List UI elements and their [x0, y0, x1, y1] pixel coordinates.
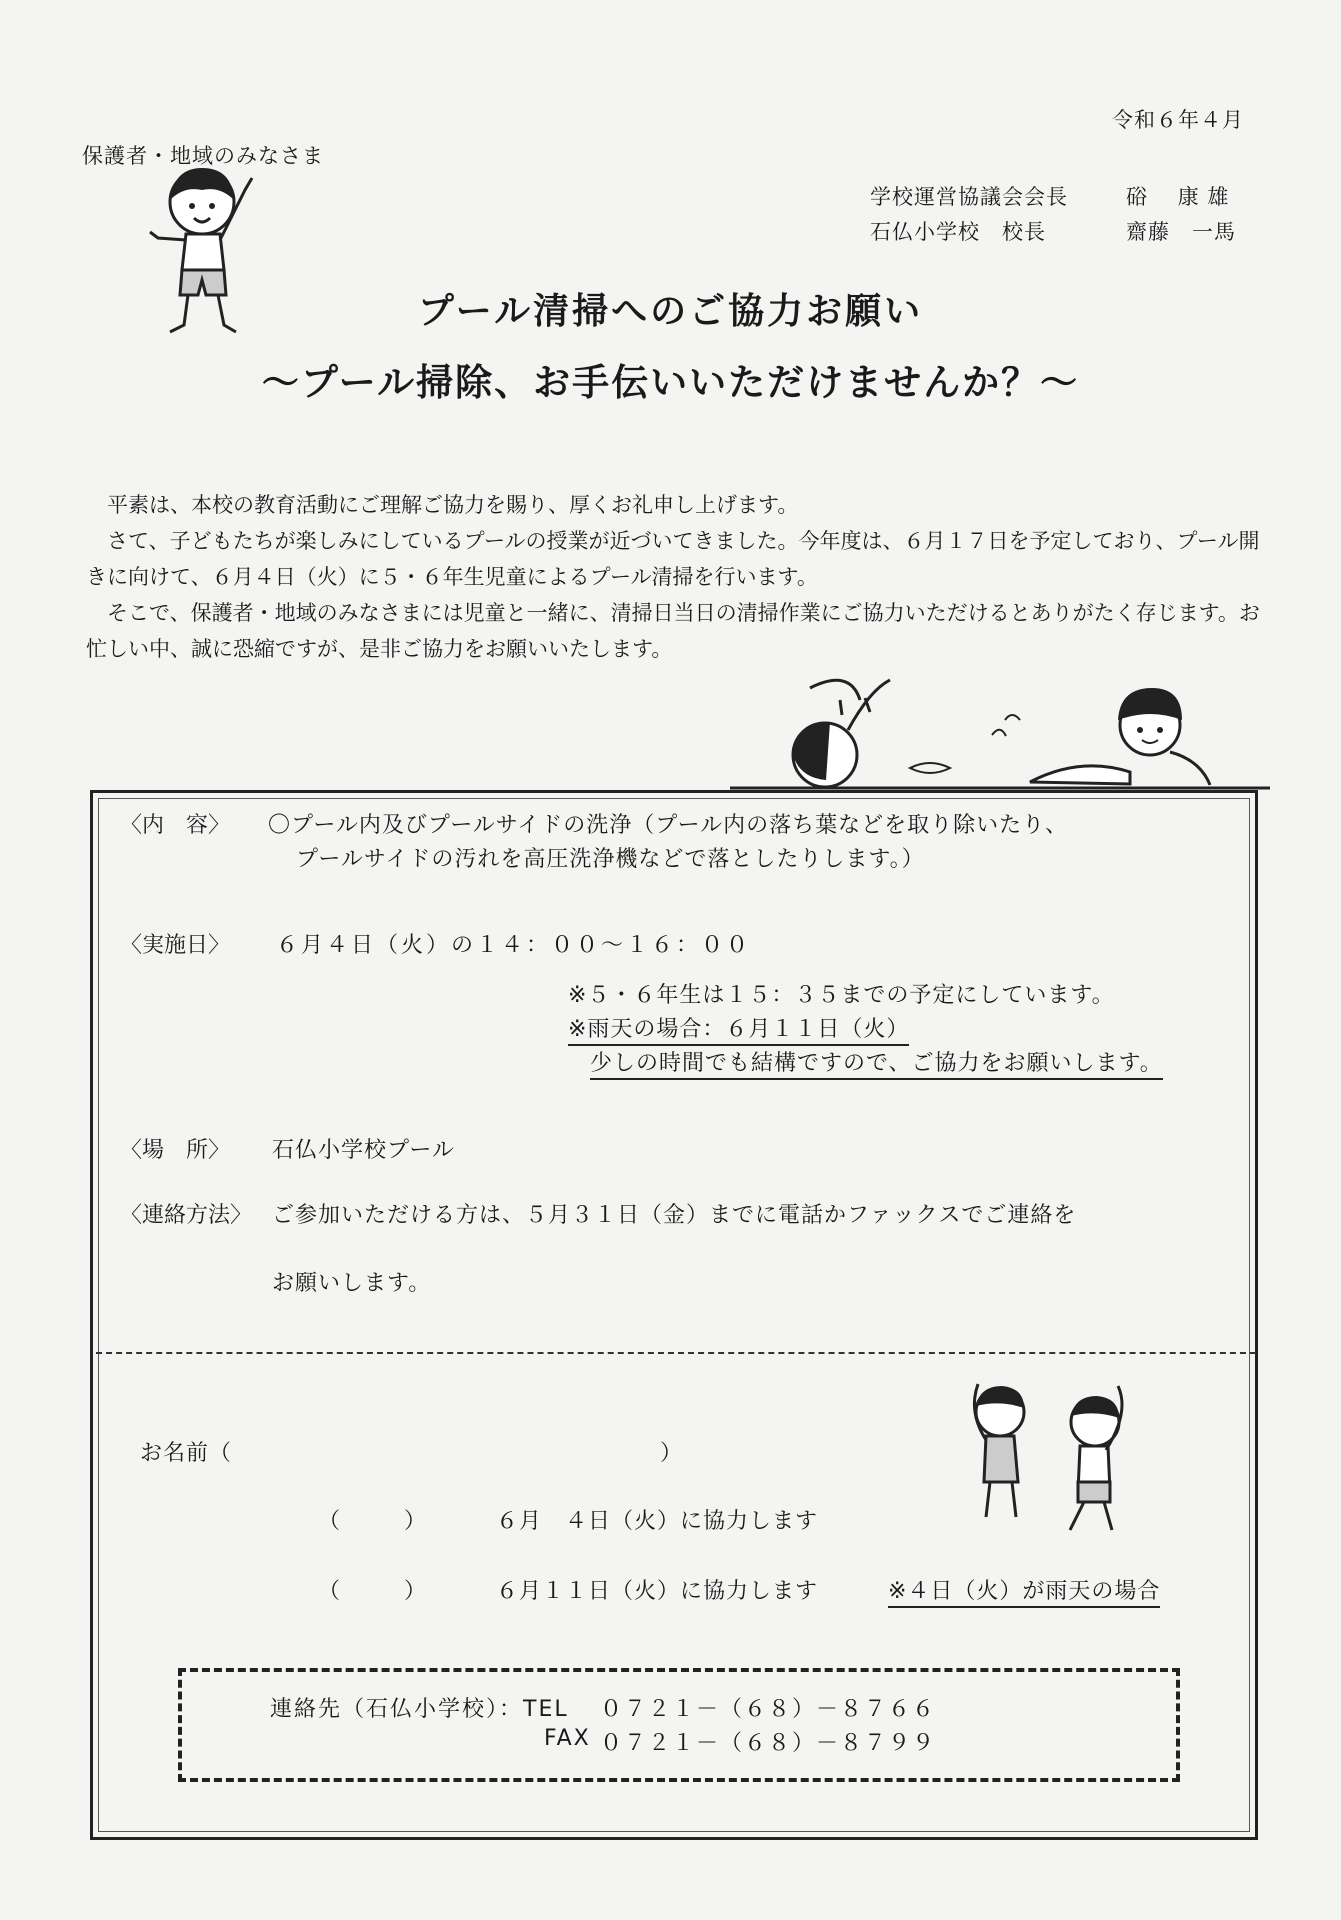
- option-2-text: ６月１１日（火）に協力します: [496, 1579, 819, 1604]
- name-field-close: ）: [660, 1441, 684, 1466]
- body-paragraph: 平素は、本校の教育活動にご理解ご協力を賜り、厚くお礼申し上げます。: [107, 493, 799, 517]
- body-paragraph: さて、子どもたちが楽しみにしているプールの授業が近づいてきました。今年度は、６月１７日を予定しており、プール開きに向けて、６月４日（火）に５・６年生児童によるプール清掃を行います。: [86, 529, 1260, 589]
- addressee: 保護者・地域のみなさま: [82, 144, 324, 168]
- date-value: ６月４日（火）の１４：００～１６：００: [276, 933, 752, 958]
- contact-fax: ０７２１－（６８）－８７９９: [600, 1731, 937, 1756]
- sender-1-role: 学校運営協議会会長: [870, 185, 1068, 209]
- sender-1: [870, 181, 1229, 211]
- cut-line: [96, 1352, 1256, 1354]
- rain-date-note: ※雨天の場合：６月１１日（火）: [568, 1017, 909, 1046]
- document-date: 令和６年４月: [1112, 108, 1244, 132]
- title-main: プール清掃へのご協力お願い: [417, 291, 924, 332]
- stretching-children-illustration: [940, 1372, 1150, 1532]
- date-note-1: ※５・６年生は１５：３５までの予定にしています。: [568, 983, 1115, 1008]
- contact-method-line-2: お願いします。: [272, 1271, 432, 1296]
- title-sub: ～プール掃除、お手伝いいただけませんか？～: [261, 361, 1080, 404]
- sender-2-role: 石仏小学校 校長: [870, 220, 1046, 244]
- request-note: 少しの時間でも結構ですので、ご協力をお願いします。: [590, 1051, 1163, 1080]
- contact-method-label: 〈連絡方法〉: [120, 1203, 253, 1228]
- body-text: [86, 487, 1266, 667]
- place-label: 〈場 所〉: [120, 1138, 231, 1163]
- option-1-text: ６月 ４日（火）に協力します: [496, 1509, 819, 1534]
- option-2-checkbox-close: ）: [404, 1579, 427, 1604]
- contact-tel: ０７２１－（６８）－８７６６: [600, 1697, 937, 1722]
- content-line-1: 〇プール内及びプールサイドの洗浄（プール内の落ち葉などを取り除いたり、: [268, 813, 1069, 838]
- option-2-note-text: ※４日（火）が雨天の場合: [888, 1579, 1160, 1608]
- option-1-checkbox-close: ）: [404, 1509, 427, 1534]
- content-label: 〈内 容〉: [120, 813, 231, 838]
- option-2-note: [888, 1574, 1160, 1605]
- date-label: 〈実施日〉: [120, 933, 231, 958]
- place-value: 石仏小学校プール: [272, 1138, 455, 1163]
- contact-box: [178, 1668, 1180, 1782]
- swimming-children-illustration: [730, 660, 1270, 790]
- sender-2-name: 齋藤 一馬: [1126, 220, 1236, 244]
- contact-fax-label: FAX: [544, 1726, 591, 1751]
- date-note-2: [568, 1012, 909, 1043]
- contact-method-line-1: ご参加いただける方は、５月３１日（金）までに電話かファックスでご連絡を: [272, 1203, 1077, 1228]
- sender-2: [870, 216, 1236, 246]
- body-paragraph: そこで、保護者・地域のみなさまには児童と一緒に、清掃日当日の清掃作業にご協力いただけるとありがたく存じます。お忙しい中、誠に恐縮ですが、是非ご協力をお願いいたします。: [86, 601, 1260, 661]
- option-1-checkbox-open: （: [318, 1509, 341, 1534]
- name-field-label: お名前（: [140, 1441, 233, 1466]
- contact-label: 連絡先（石仏小学校）：TEL: [270, 1697, 569, 1722]
- sender-1-name: 硲 康 雄: [1126, 185, 1230, 209]
- date-note-3: [590, 1046, 1163, 1077]
- content-line-2: プールサイドの汚れを高圧洗浄機などで落としたりします。）: [296, 847, 925, 872]
- option-2-checkbox-open: （: [318, 1579, 341, 1604]
